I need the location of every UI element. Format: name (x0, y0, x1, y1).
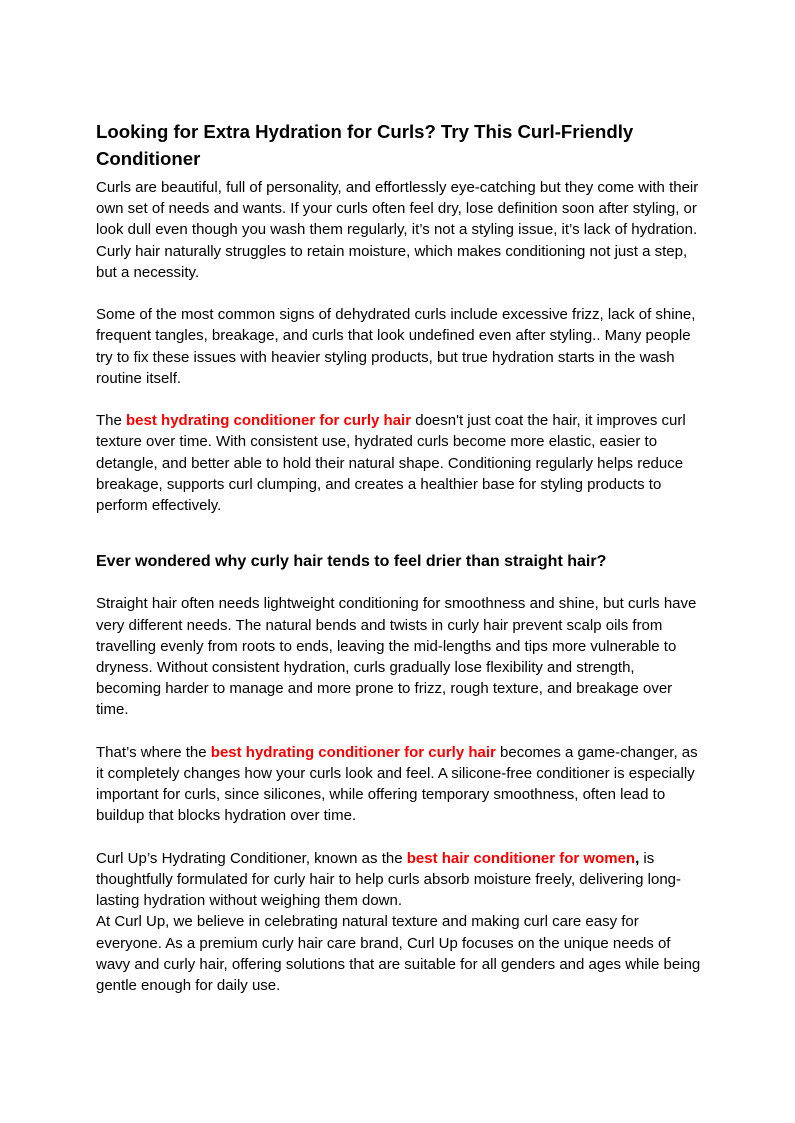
paragraph-spacer (96, 283, 702, 304)
paragraph-text: is thoughtfully formulated for curly hair to help curls absorb moisture freely, delivering long-lasting hydration without weighing them down. (96, 849, 681, 910)
paragraph-spacer (96, 827, 702, 848)
paragraph-text: That’s where the (96, 743, 211, 761)
paragraph-spacer (96, 572, 702, 593)
paragraph-text: Curl Up’s Hydrating Conditioner, known as the (96, 849, 407, 867)
highlight-link-text[interactable]: best hair conditioner for women (406, 849, 636, 867)
highlight-link-text[interactable]: best hydrating conditioner for curly hair (126, 412, 412, 430)
comma-text: , (635, 849, 640, 867)
document-page (96, 118, 702, 996)
dehydration-signs-paragraph: Some of the most common signs of dehydrated curls include excessive frizz, lack of shine, frequent tangles, breakage, and curls that look undefined even after styling.. Many people try to fix these issues with heavier styling products, but true hydration starts in the wash routine itself. (96, 306, 696, 387)
page-title: Looking for Extra Hydration for Curls? Try This Curl-Friendly Conditioner (96, 121, 634, 169)
paragraph-spacer (96, 721, 702, 742)
conditioner-benefits-paragraph (96, 410, 702, 516)
paragraph-spacer (96, 389, 702, 410)
section-heading: Ever wondered why curly hair tends to feel drier than straight hair? (96, 553, 607, 571)
product-paragraph (96, 848, 702, 912)
game-changer-paragraph (96, 742, 702, 827)
paragraph-text: The (96, 412, 127, 430)
highlight-link-text[interactable]: best hydrating conditioner for curly hair (210, 743, 496, 761)
brand-paragraph: At Curl Up, we believe in celebrating natural texture and making curl care easy for everyone. As a premium curly hair care brand, Curl Up focuses on the unique needs of wavy and curly hair, offering solutions that are suitable for all genders and ages while being gentle enough for daily use. (96, 913, 701, 995)
intro-paragraph: Curls are beautiful, full of personality, and effortlessly eye-catching but they come with their own set of needs and wants. If your curls often feel dry, lose definition soon after styling, or look dull even though you wash them regularly, it’s not a styling issue, it’s lack of hydration. Curly hair naturally struggles to retain moisture, which makes conditioning not just a step, but a necessity. (96, 179, 699, 281)
section-spacer (96, 516, 702, 551)
paragraph-text: becomes a game-changer, as it completely changes how your curls look and feel. A silicone-free conditioner is especially important for curls, since silicones, while offering temporary smoothness, often lead to buildup that blocks hydration over time. (96, 743, 698, 825)
straight-vs-curly-paragraph: Straight hair often needs lightweight conditioning for smoothness and shine, but curls have very different needs. The natural bends and twists in curly hair prevent scalp oils from travelling evenly from roots to ends, leaving the mid-lengths and tips more vulnerable to dryness. Without consistent hydration, curls gradually lose flexibility and strength, becoming harder to manage and more prone to frizz, rough texture, and breakage over time. (96, 595, 697, 719)
paragraph-text: doesn't just coat the hair, it improves curl texture over time. With consistent use, hydrated curls become more elastic, easier to detangle, and better able to hold their natural shape. Conditioning regularly helps reduce breakage, supports curl clumping, and creates a healthier base for styling products to perform effectively. (96, 412, 686, 515)
